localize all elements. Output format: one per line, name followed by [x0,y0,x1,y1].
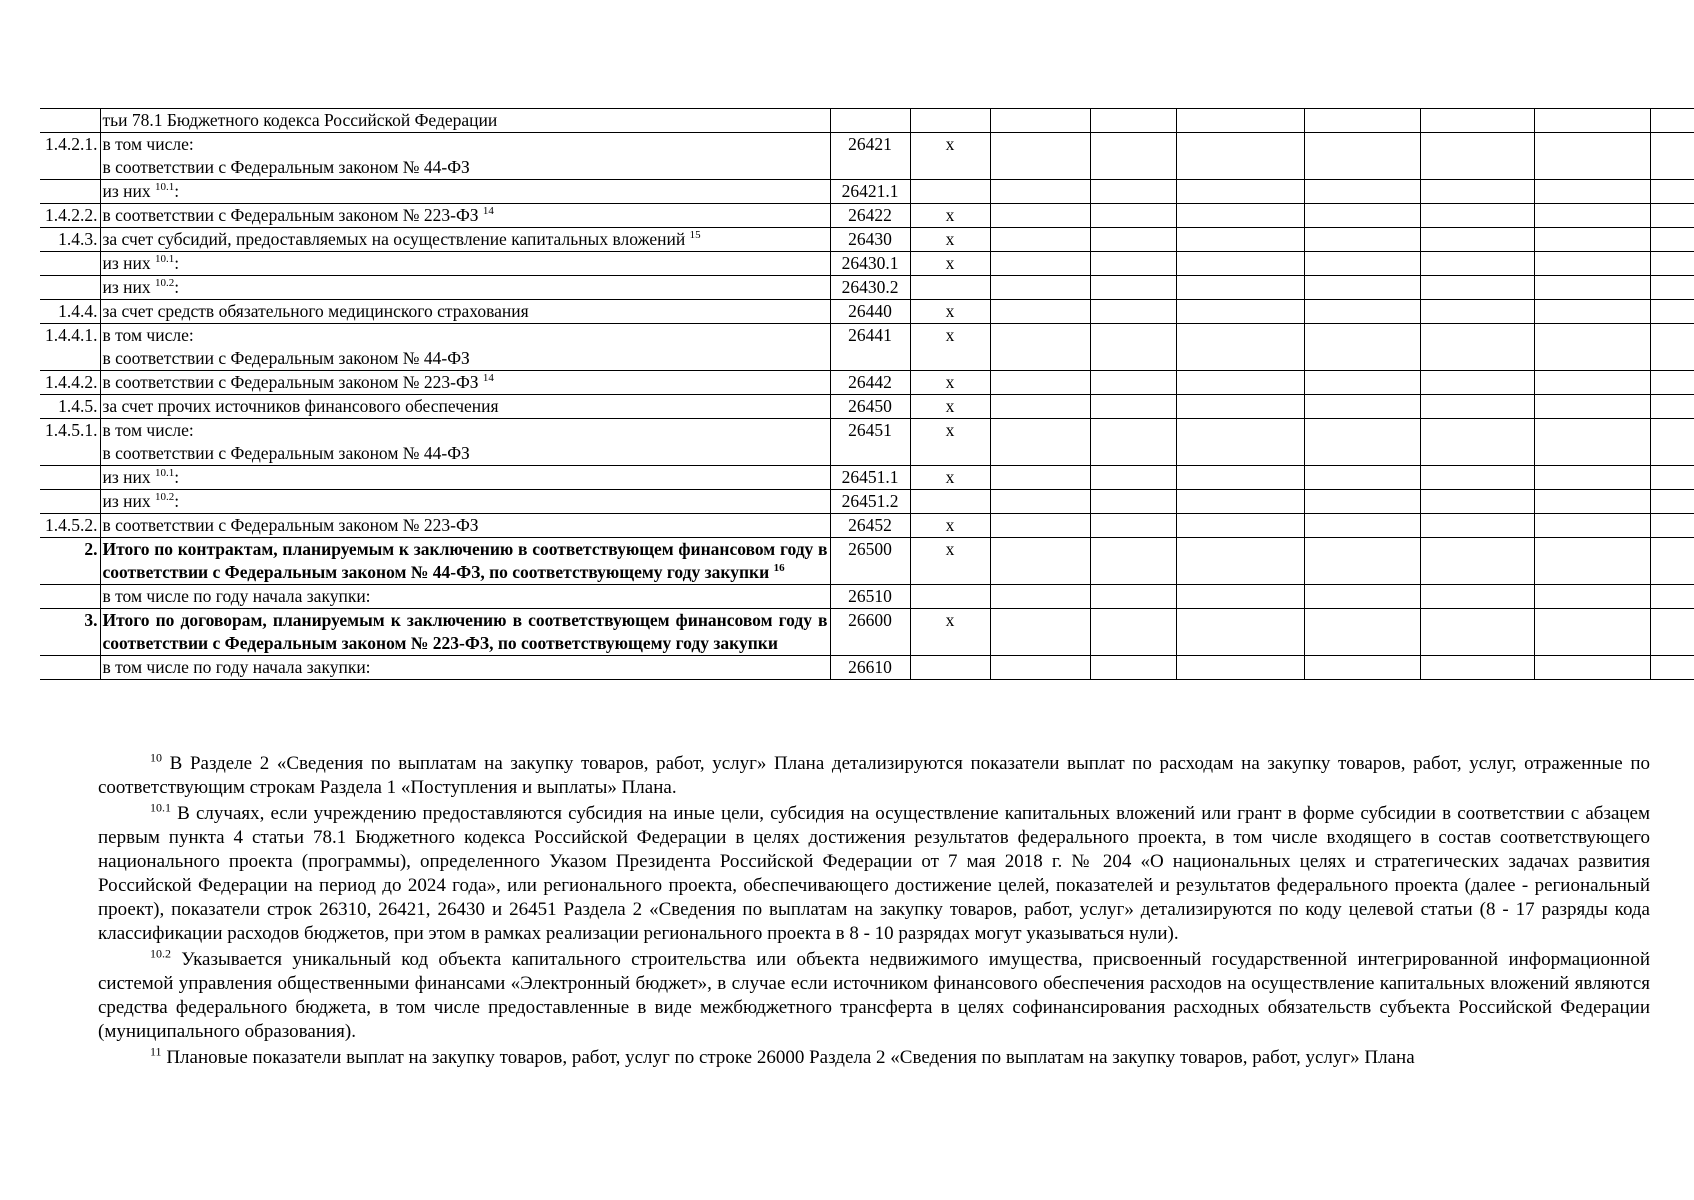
table-body [40,109,1694,680]
empty-cell [1304,133,1420,180]
row-number: 3. [40,609,100,656]
empty-cell [1090,204,1176,228]
row-label-text: за счет прочих источников финансового обеспечения [102,396,499,416]
empty-cell [1090,180,1176,204]
empty-cell [1534,133,1650,180]
empty-cell [1420,371,1534,395]
empty-cell [1420,276,1534,300]
row-mark: х [910,395,990,419]
row-number: 1.4.2.2. [40,204,100,228]
empty-cell [990,371,1090,395]
row-label-text: из них [102,467,151,487]
footnote-ref: 10.2 [155,491,175,504]
empty-cell [1176,180,1304,204]
table-row [40,609,1694,656]
empty-cell [1176,324,1304,371]
empty-cell [1176,300,1304,324]
footnote-text: Указывается уникальный код объекта капитального строительства или объекта недвижимого имущества, присвоенный государственной интегрированной информационной системой управления общественными финансами «Электронный бюджет», в случае если источником финансового обеспечения расходов на осуществление капитальных вложений являются средства федерального бюджета, в том числе предоставленные в виде межбюджетного трансферта в целях софинансирования расходных обязательств субъекта Российской Федерации (муниципального образования). [98,949,1650,1042]
empty-cell [1090,656,1176,680]
table-row [40,109,1694,133]
empty-cell [1304,656,1420,680]
footnote-mark: 10.2 [150,946,171,961]
table-row [40,252,1694,276]
footnote-mark: 10 [150,750,162,765]
empty-cell [1176,133,1304,180]
empty-cell [1176,538,1304,585]
row-label-tail: : [174,277,180,297]
empty-cell [990,538,1090,585]
row-mark: х [910,252,990,276]
empty-cell [1090,609,1176,656]
footnotes [98,752,1650,1072]
row-label [100,514,830,538]
empty-cell [1420,466,1534,490]
row-label [100,395,830,419]
row-label-text: в соответствии с Федеральным законом № 223-ФЗ [102,205,479,225]
footnote-ref: 15 [689,229,701,242]
empty-cell [990,204,1090,228]
empty-cell [1176,656,1304,680]
empty-cell [1650,252,1694,276]
row-mark: х [910,228,990,252]
row-number: 1.4.2.1. [40,133,100,180]
empty-cell [1420,538,1534,585]
empty-cell [1304,300,1420,324]
empty-cell [1176,252,1304,276]
footnote-ref: 14 [482,205,494,218]
empty-cell [1176,585,1304,609]
row-mark: х [910,466,990,490]
row-label [100,419,830,466]
row-code: 26430.2 [830,276,910,300]
row-code: 26440 [830,300,910,324]
empty-cell [1176,204,1304,228]
empty-cell [990,252,1090,276]
payments-table [40,108,1694,680]
empty-cell [1090,133,1176,180]
empty-cell [1420,419,1534,466]
row-code: 26442 [830,371,910,395]
row-code: 26451.1 [830,466,910,490]
empty-cell [990,180,1090,204]
footnote [98,802,1650,946]
empty-cell [1090,490,1176,514]
footnote-ref: 10.1 [155,253,175,266]
row-number [40,180,100,204]
empty-cell [1304,371,1420,395]
empty-cell [1090,466,1176,490]
row-label [100,656,830,680]
row-code: 26610 [830,656,910,680]
row-label-text: за счет средств обязательного медицинского страхования [102,301,529,321]
empty-cell [1304,466,1420,490]
empty-cell [990,109,1090,133]
empty-cell [1304,609,1420,656]
empty-cell [1304,324,1420,371]
empty-cell [990,514,1090,538]
row-label-text: из них [102,491,151,511]
table-row [40,514,1694,538]
empty-cell [1420,109,1534,133]
row-label [100,609,830,656]
row-mark: х [910,324,990,371]
row-label [100,109,830,133]
footnote-ref: 14 [482,372,494,385]
empty-cell [1420,324,1534,371]
row-mark [910,656,990,680]
empty-cell [1176,276,1304,300]
empty-cell [1420,395,1534,419]
row-label-tail: : [174,467,180,487]
row-label-text: в том числе: в соответствии с Федеральным законом № 44-ФЗ [102,134,470,177]
row-code [830,109,910,133]
empty-cell [1650,300,1694,324]
row-mark [910,109,990,133]
empty-cell [1420,204,1534,228]
empty-cell [1176,371,1304,395]
row-mark [910,276,990,300]
footnote [98,752,1650,800]
empty-cell [1650,419,1694,466]
row-label [100,324,830,371]
row-label [100,133,830,180]
empty-cell [1176,395,1304,419]
empty-cell [1420,228,1534,252]
empty-cell [990,585,1090,609]
empty-cell [990,466,1090,490]
row-mark: х [910,514,990,538]
table-row [40,276,1694,300]
empty-cell [1420,609,1534,656]
row-code: 26421 [830,133,910,180]
row-label-tail: : [174,491,180,511]
empty-cell [1304,252,1420,276]
empty-cell [1650,324,1694,371]
table-row [40,180,1694,204]
empty-cell [1090,395,1176,419]
row-label [100,585,830,609]
row-number [40,466,100,490]
empty-cell [1650,180,1694,204]
empty-cell [1650,466,1694,490]
empty-cell [1534,276,1650,300]
footnote-ref: 10.2 [155,277,175,290]
row-label [100,252,830,276]
empty-cell [1420,133,1534,180]
table-row [40,490,1694,514]
empty-cell [1534,204,1650,228]
empty-cell [1534,466,1650,490]
row-number: 2. [40,538,100,585]
empty-cell [1650,538,1694,585]
empty-cell [1534,585,1650,609]
empty-cell [1304,204,1420,228]
empty-cell [1304,180,1420,204]
empty-cell [1090,228,1176,252]
table-row [40,538,1694,585]
empty-cell [1650,276,1694,300]
empty-cell [1176,466,1304,490]
empty-cell [1534,252,1650,276]
table-row [40,656,1694,680]
empty-cell [1304,490,1420,514]
row-label [100,204,830,228]
empty-cell [1304,538,1420,585]
empty-cell [1090,109,1176,133]
empty-cell [1176,109,1304,133]
row-mark: х [910,371,990,395]
table-row [40,466,1694,490]
empty-cell [1650,371,1694,395]
row-code: 26441 [830,324,910,371]
empty-cell [1304,276,1420,300]
row-number [40,490,100,514]
row-label-text: в соответствии с Федеральным законом № 223-ФЗ [102,372,479,392]
empty-cell [990,300,1090,324]
footnote-ref: 10.1 [155,467,175,480]
row-code: 26510 [830,585,910,609]
empty-cell [1090,300,1176,324]
empty-cell [1534,490,1650,514]
empty-cell [1650,585,1694,609]
empty-cell [990,656,1090,680]
empty-cell [1090,371,1176,395]
row-label [100,276,830,300]
row-number [40,656,100,680]
empty-cell [1534,371,1650,395]
empty-cell [1304,228,1420,252]
row-label-text: за счет субсидий, предоставляемых на осуществление капитальных вложений [102,229,686,249]
row-number: 1.4.4.1. [40,324,100,371]
empty-cell [1176,514,1304,538]
row-label [100,538,830,585]
row-number: 1.4.5.1. [40,419,100,466]
row-label-text: из них [102,181,151,201]
empty-cell [1534,656,1650,680]
footnote-text: В случаях, если учреждению предоставляются субсидия на иные цели, субсидия на осуществление капитальных вложений или грант в форме субсидии в соответствии с абзацем первым пункта 4 статьи 78.1 Бюджетного кодекса Российской Федерации в целях достижения результатов федерального проекта, в том числе входящего в состав соответствующего национального проекта (программы), определенного Указом Президента Российской Федерации от 7 мая 2018 г. № 204 «О национальных целях и стратегических задачах развития Российской Федерации на период до 2024 года», или регионального проекта, обеспечивающего достижение целей, показателей и результатов федерального проекта (далее - региональный проект), показатели строк 26310, 26421, 26430 и 26451 Раздела 2 «Сведения по выплатам на закупку товаров, работ, услуг» детализируются по коду целевой статьи (8 - 17 разряды кода классификации расходов бюджетов, при этом в рамках реализации регионального проекта в 8 - 10 разрядах могут указываться нули). [98,803,1651,944]
row-number [40,252,100,276]
row-label-text: в том числе по году начала закупки: [102,657,371,677]
table-row [40,371,1694,395]
row-mark: х [910,133,990,180]
empty-cell [1534,538,1650,585]
row-mark: х [910,300,990,324]
empty-cell [1420,514,1534,538]
empty-cell [990,276,1090,300]
empty-cell [1534,419,1650,466]
table-row [40,228,1694,252]
empty-cell [1420,585,1534,609]
empty-cell [1534,514,1650,538]
row-code: 26500 [830,538,910,585]
footnote-text: В Разделе 2 «Сведения по выплатам на закупку товаров, работ, услуг» Плана детализируются показатели выплат по расходам на закупку товаров, работ, услуг, отраженные по соответствующим строкам Раздела 1 «Поступления и выплаты» Плана. [98,753,1651,798]
empty-cell [1650,656,1694,680]
row-number: 1.4.5. [40,395,100,419]
table-row [40,419,1694,466]
row-label-text: из них [102,277,151,297]
empty-cell [1090,324,1176,371]
empty-cell [990,609,1090,656]
row-number: 1.4.3. [40,228,100,252]
row-number: 1.4.4.2. [40,371,100,395]
row-mark [910,490,990,514]
empty-cell [1650,204,1694,228]
empty-cell [1420,180,1534,204]
footnote-text: Плановые показатели выплат на закупку товаров, работ, услуг по строке 26000 Раздела 2 «Сведения по выплатам на закупку товаров, работ, услуг» Плана [166,1047,1415,1068]
row-mark [910,180,990,204]
table-row [40,300,1694,324]
empty-cell [1534,324,1650,371]
row-label-text: из них [102,253,151,273]
empty-cell [990,395,1090,419]
empty-cell [990,419,1090,466]
empty-cell [1304,585,1420,609]
row-label [100,490,830,514]
table-row [40,585,1694,609]
row-code: 26452 [830,514,910,538]
row-label [100,180,830,204]
empty-cell [990,490,1090,514]
empty-cell [990,133,1090,180]
row-number [40,585,100,609]
empty-cell [1534,109,1650,133]
empty-cell [1176,228,1304,252]
empty-cell [990,324,1090,371]
empty-cell [1304,514,1420,538]
row-label-text: тьи 78.1 Бюджетного кодекса Российской Федерации [102,110,498,130]
empty-cell [1650,514,1694,538]
empty-cell [1650,609,1694,656]
row-mark: х [910,609,990,656]
row-code: 26421.1 [830,180,910,204]
empty-cell [1090,252,1176,276]
table-row [40,204,1694,228]
footnote-ref: 10.1 [155,181,175,194]
empty-cell [1176,490,1304,514]
row-code: 26430.1 [830,252,910,276]
row-label-text: в том числе по году начала закупки: [102,586,371,606]
row-label-text: Итого по контрактам, планируемым к заключению в соответствующем финансовом году в соответствии с Федеральным законом № 44-ФЗ, по соответствующему году закупки [102,539,828,582]
row-label-text: Итого по договорам, планируемым к заключению в соответствующем финансовом году в соответствии с Федеральным законом № 223-ФЗ, по соответствующему году закупки [102,610,828,653]
table-row [40,133,1694,180]
row-mark: х [910,204,990,228]
row-label-text: в соответствии с Федеральным законом № 223-ФЗ [102,515,479,535]
footnote [98,1046,1650,1070]
empty-cell [1090,419,1176,466]
row-code: 26430 [830,228,910,252]
row-code: 26451.2 [830,490,910,514]
row-label [100,228,830,252]
row-mark [910,585,990,609]
empty-cell [1534,395,1650,419]
row-code: 26451 [830,419,910,466]
empty-cell [1420,656,1534,680]
row-label-tail: : [174,181,180,201]
empty-cell [1534,180,1650,204]
table-row [40,395,1694,419]
empty-cell [1176,609,1304,656]
footnote-ref: 16 [773,562,785,575]
empty-cell [1534,228,1650,252]
table-row [40,324,1694,371]
empty-cell [1420,490,1534,514]
empty-cell [1534,300,1650,324]
empty-cell [1304,419,1420,466]
footnote-mark: 10.1 [150,800,171,815]
empty-cell [1420,300,1534,324]
empty-cell [1650,109,1694,133]
row-label [100,300,830,324]
row-label-text: в том числе: в соответствии с Федеральным законом № 44-ФЗ [102,325,470,368]
row-mark: х [910,419,990,466]
row-mark: х [910,538,990,585]
row-label-text: в том числе: в соответствии с Федеральным законом № 44-ФЗ [102,420,470,463]
row-code: 26450 [830,395,910,419]
empty-cell [1090,276,1176,300]
row-label [100,466,830,490]
empty-cell [1420,252,1534,276]
row-code: 26422 [830,204,910,228]
row-number [40,109,100,133]
footnote-mark: 11 [150,1044,162,1059]
empty-cell [1304,109,1420,133]
row-label-tail: : [174,253,180,273]
empty-cell [1650,395,1694,419]
empty-cell [1304,395,1420,419]
empty-cell [1650,133,1694,180]
empty-cell [1090,585,1176,609]
row-number: 1.4.4. [40,300,100,324]
empty-cell [1650,228,1694,252]
empty-cell [1090,514,1176,538]
empty-cell [1650,490,1694,514]
row-number: 1.4.5.2. [40,514,100,538]
empty-cell [1534,609,1650,656]
empty-cell [1090,538,1176,585]
row-label [100,371,830,395]
empty-cell [990,228,1090,252]
row-code: 26600 [830,609,910,656]
row-number [40,276,100,300]
empty-cell [1176,419,1304,466]
footnote [98,948,1650,1044]
